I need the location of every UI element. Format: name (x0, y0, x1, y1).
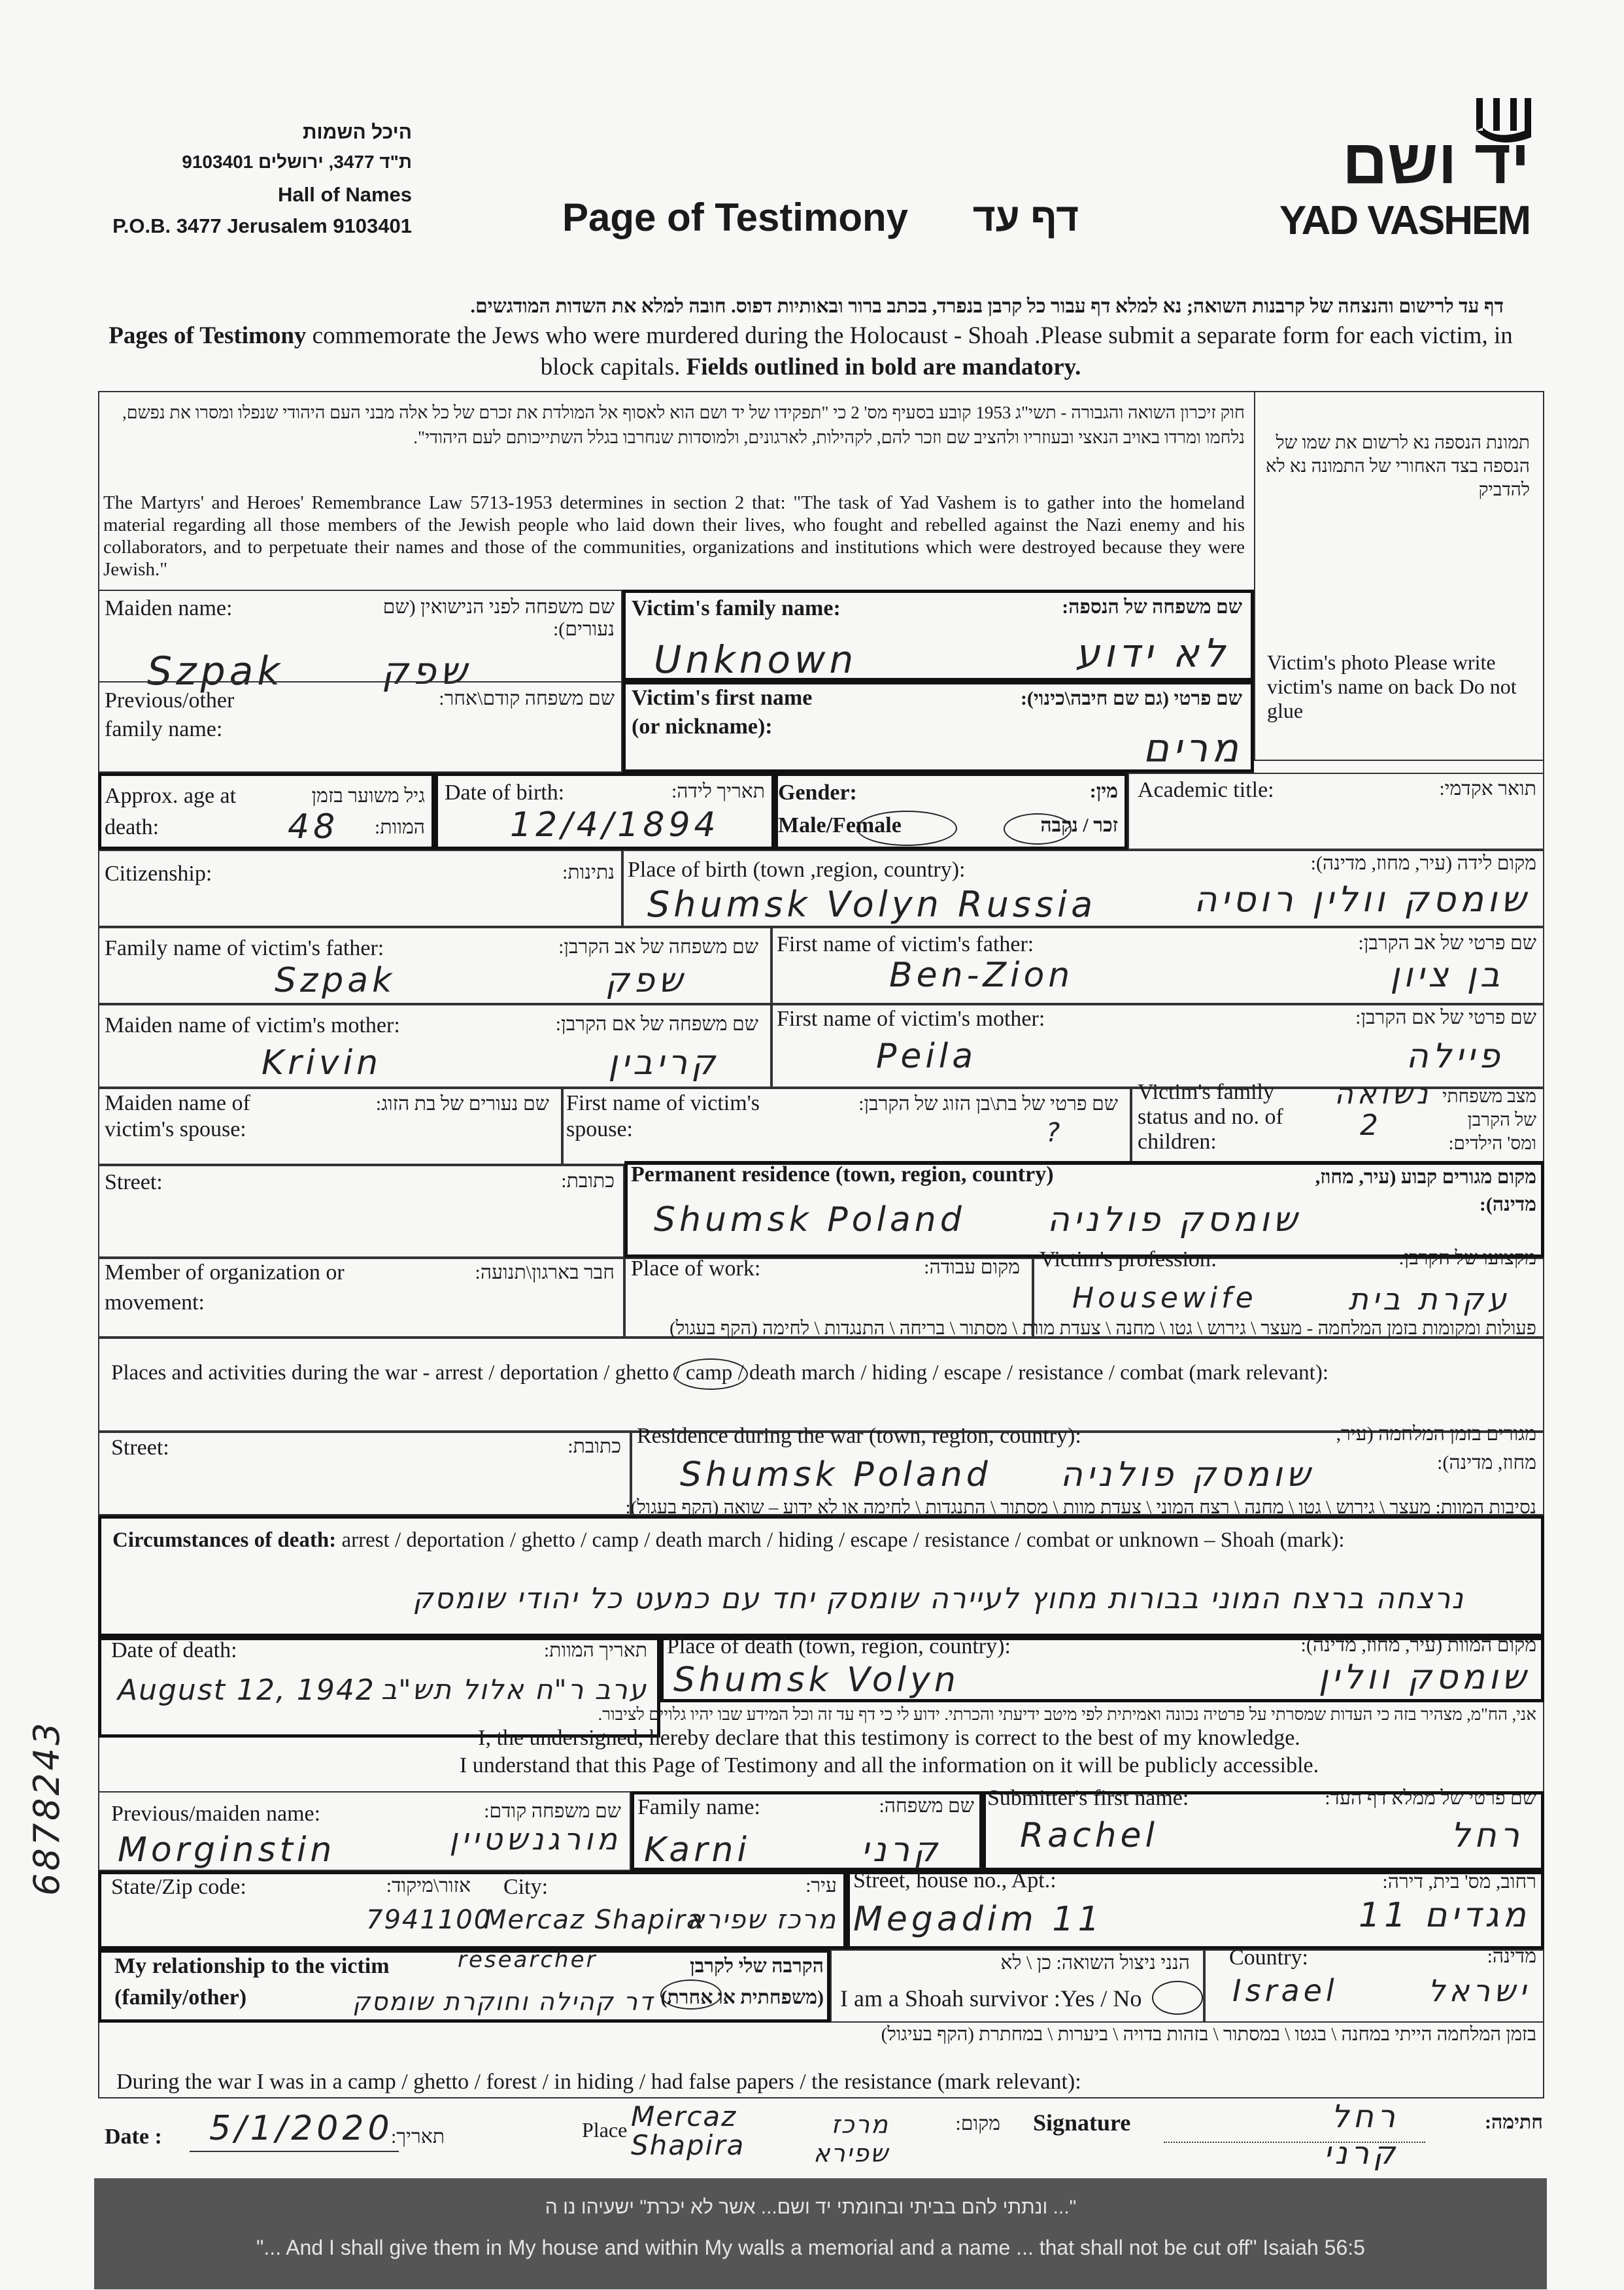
age-label: Approx. age at death: (105, 784, 237, 839)
pob-he: ת"ד 3477, ירושלים 9103401 (182, 152, 412, 172)
gender-label-he: מין: (1089, 781, 1118, 802)
zip-label-he: אזור\מיקוד: (386, 1875, 471, 1896)
mother-maiden-value-he: קריבין (608, 1043, 719, 1083)
place-of-death-label: Place of death (town, region, country): (667, 1634, 1011, 1659)
circumstances-label: Circumstances of death: (112, 1528, 337, 1552)
first-name-label: Victim's first name (or nickname): (632, 686, 813, 739)
academic-title-label: Academic title: (1138, 778, 1274, 802)
family-status-label: Victim's family status and no. of children: (1138, 1080, 1283, 1154)
country-label: Country: (1229, 1945, 1308, 1970)
circumstances-options: arrest / deportation / ghetto / camp / death march / hiding / escape / resistance / combat or unknown – Shoah (mark): (336, 1528, 1345, 1552)
war-activities-label: Places and activities during the war - arrest / deportation / ghetto / camp / death march / hiding / escape / resistance / combat (mark relevant): (111, 1361, 1329, 1385)
age-label-he: גיל משוער בזמן המוות: (311, 785, 425, 838)
family-status-value: 2 (1360, 1109, 1382, 1142)
citizenship-label-he: נתינות: (562, 862, 615, 883)
submitter-street-value-he: מגדים 11 (1359, 1896, 1530, 1935)
profession-value-he: עקרת בית (1348, 1281, 1510, 1317)
mother-maiden-value: Krivin (262, 1043, 382, 1083)
dob-value: 12/4/1894 (510, 805, 720, 845)
submitter-street-label: Street, house no., Apt.: (853, 1868, 1057, 1893)
relationship-label-he: הקרבה שלי לקרבן (משפחתית או אחרת) (660, 1955, 824, 2008)
gender-options[interactable]: Male/Female (778, 813, 902, 837)
street-label: Street: (105, 1170, 163, 1194)
female-he-circle-mark (1004, 813, 1072, 845)
mother-first-value-he: פיילה (1406, 1037, 1504, 1076)
submitter-first-label-he: שם פרטי של ממלא דף העד: (1325, 1787, 1536, 1809)
ghetto-circle-mark (673, 1358, 748, 1390)
submitter-first-value-he: רחל (1451, 1816, 1523, 1855)
logo-text-he: יד ושם (1342, 127, 1530, 197)
date-of-death-value: August 12, 1942 (118, 1674, 375, 1707)
country-value-he: ישראל (1428, 1973, 1530, 2008)
spouse-first-label-he: שם פרטי של בת\בן הזוג של הקרבן: (858, 1093, 1118, 1115)
relationship-value-he: דר קהילה וחוקרת שומסק (352, 1987, 654, 2016)
relationship-label: My relationship to the victim (family/other) (114, 1954, 390, 2010)
survivor-label[interactable]: I am a Shoah survivor :Yes / No (840, 1985, 1142, 2012)
date-of-death-value-he: ערב ר"ח אלול תש"ב (381, 1674, 647, 1706)
date-label-he: תאריך: (391, 2126, 445, 2147)
maiden-name-value: Szpak (147, 648, 284, 694)
war-street-label: Street: (111, 1436, 169, 1460)
quote-en: "... And I shall give them in My house and within My walls a memorial and a name ... that shall not be cut off" Isaiah 56:5 (256, 2236, 1365, 2259)
quote-he: "... ונתתי להם בביתי ובחומתי יד ושם... אשר לא יכרת" ישעיהו נו ה (545, 2197, 1077, 2218)
place-of-work-label-he: מקום עבודה: (924, 1256, 1020, 1278)
submitter-street-value: Megadim 11 (853, 1900, 1104, 1939)
war-status-label: During the war I was in a camp / ghetto / forest / in hiding / had false papers / the resistance (mark relevant): (116, 2070, 1081, 2094)
hall-of-names-en: Hall of Names (277, 183, 412, 206)
submitter-family-value-he: קרני (861, 1830, 941, 1870)
law-en: The Martyrs' and Heroes' Remembrance Law 5713-1953 determines in section 2 that: "The task of Yad Vashem is to gather into the homeland material regarding all those members of the Jewish people who laid down their lives, who fought and rebelled against the Nazi enemy and his collaborators, and to perpetuate their names and those of the communities, organizations and institutions which were destroyed because they were Jewish." (103, 492, 1245, 580)
female-circle-mark (856, 811, 957, 846)
intro-he: דף עד לרישום והנצחה של קרבנות השואה; נא למלא דף עבור כל קרבן בנפרד, בכתב ברור ובאותיות דפוס. חובה למלא את השדות המודגשים. (470, 295, 1504, 317)
city-value-he: מרכז שפירא (686, 1905, 837, 1935)
previous-name-label: Previous/other family name: (105, 688, 235, 741)
father-first-label-he: שם פרטי של אב הקרבן: (1358, 932, 1536, 954)
spouse-maiden-label-he: שם נעורים של בת הזוג: (375, 1093, 549, 1115)
father-family-value-he: שפק (605, 961, 686, 1000)
father-first-value: Ben-Zion (889, 956, 1074, 995)
profession-value: Housewife (1072, 1281, 1257, 1315)
other-circle-mark (660, 1979, 722, 2010)
first-name-label-he: שם פרטי (גם שם חיבה\כינוי): (1020, 688, 1242, 709)
profession-label-he: מקצועו של הקרבן: (1398, 1247, 1536, 1269)
family-name-value: Unknown (654, 637, 858, 682)
logo-text-en: YAD VASHEM (1279, 198, 1530, 243)
maiden-name-label-he: שם משפחה לפני הנישואין (שם נעורים): (382, 596, 615, 640)
gender-options-he[interactable]: זכר / נקבה (1040, 815, 1118, 836)
war-residence-label-he: מגורים בזמן המלחמה (עיר, מחוז, מדינה): (1336, 1423, 1536, 1473)
photo-instructions-en: Victim's photo Please write victim's name on back Do not glue (1267, 650, 1517, 722)
war-residence-value: Shumsk Poland (680, 1455, 992, 1494)
circumstances-label-he: נסיבות המוות: מעצר \ גירוש \ גטו \ מחנה \ רצח המוני \ צעדת מוות \ מסתור \ התנגדות \ לחימה או לא ידוע – שואה (הקף בעגול): (625, 1497, 1536, 1518)
date-value: 5/1/2020 (209, 2109, 394, 2148)
age-value: 48 (288, 807, 339, 847)
mother-first-value: Peila (876, 1037, 977, 1076)
permanent-residence-value-he: שומסק פולניה (1047, 1200, 1301, 1239)
first-name-value-he: מרים (1143, 726, 1242, 771)
submitter-first-value: Rachel (1020, 1816, 1159, 1855)
quote-band (94, 2178, 1547, 2289)
citizenship-label: Citizenship: (105, 862, 212, 886)
war-residence-label: Residence during the war (town, region, country): (637, 1424, 1081, 1448)
declaration-line-1: I, the undersigned, hereby declare that this testimony is correct to the best of my knowledge. (478, 1726, 1300, 1750)
maiden-name-label: Maiden name: (105, 596, 233, 620)
circumstances-value-he: נרצחה ברצח המוני בבורות מחוץ לעיירה שומסק יחד עם כמעט כל יהודי שומסק (413, 1582, 1464, 1615)
survivor-label-he: הנני ניצול השואה: כן \ לא (1000, 1952, 1190, 1974)
no-circle-mark (1152, 1981, 1203, 2015)
father-first-label: First name of victim's father: (777, 932, 1034, 956)
pob-en: P.O.B. 3477 Jerusalem 9103401 (112, 214, 412, 237)
submitter-prev-name-value-he: מורגנשטיין (449, 1821, 621, 1857)
academic-title-label-he: תואר אקדמי: (1439, 778, 1536, 800)
place-of-death-value-he: שומסק וולין (1318, 1658, 1530, 1697)
mother-first-label-he: שם פרטי של אם הקרבן: (1355, 1007, 1536, 1028)
margin-number: 6878243 (26, 1720, 67, 1896)
signature-label: Signature (1033, 2110, 1131, 2136)
profession-label: Victim's profession: (1040, 1247, 1217, 1271)
place-of-work-label: Place of work: (631, 1256, 761, 1281)
family-status-label-he: מצב משפחתי של הקרבן ומס' הילדים: (1442, 1086, 1536, 1154)
date-label: Date : (105, 2125, 162, 2149)
date-of-death-label-he: תאריך המוות: (543, 1640, 647, 1661)
relationship-value: researcher (458, 1947, 598, 1973)
date-of-death-label: Date of death: (111, 1638, 237, 1662)
submitter-family-value: Karni (644, 1830, 751, 1870)
mother-first-label: First name of victim's mother: (777, 1007, 1045, 1031)
war-residence-value-he: שומסק פולניה (1060, 1455, 1314, 1494)
country-label-he: מדינה: (1487, 1945, 1536, 1967)
submitter-prev-name-value: Morginstin (118, 1830, 336, 1870)
hall-of-names-he: היכל השמות (302, 122, 412, 143)
birthplace-value-he: שומסק וולין רוסיה (1194, 879, 1530, 920)
family-name-value-he: לא ידוע (1075, 631, 1229, 677)
family-name-label-he: שם משפחה של הנספה: (1062, 596, 1242, 618)
declaration-he: אני, הח"מ, מצהיר בזה כי העדות שמסרתי על פרטיה נכונה ואמיתית לפי מיטב ידיעתי והכרתי. ידוע לי כי דף עד זה וכל המידע שבו יהיו גלויים לציבור. (598, 1705, 1536, 1724)
submitter-family-label-he: שם משפחה: (879, 1795, 974, 1817)
submitter-family-label: Family name: (637, 1795, 760, 1819)
place-label: Place (582, 2118, 628, 2142)
submitter-street-label-he: רחוב, מס' בית, דירה: (1382, 1871, 1536, 1893)
maiden-name-value-he: שפק (381, 648, 471, 693)
signature-value: רחל קרני (1323, 2098, 1399, 2172)
city-label-he: עיר: (805, 1875, 837, 1896)
page-title-he: דף עד (972, 195, 1079, 239)
father-family-value: Szpak (275, 961, 396, 1000)
dob-label-he: תאריך לידה: (671, 781, 765, 802)
zip-label: State/Zip code: (111, 1875, 246, 1899)
submitter-prev-name-label: Previous/maiden name: (111, 1802, 321, 1826)
father-family-label: Family name of victim's father: (105, 936, 384, 960)
submitter-prev-name-label-he: שם משפחה קודם: (484, 1800, 621, 1822)
dob-label: Date of birth: (445, 781, 565, 805)
war-activities-label-he: פעולות ומקומות בזמן המלחמה - מעצר \ גירוש \ גטו \ מחנה \ צעדת מוות \ מסתור \ בריחה \ התנגדות \ לחימה (הקף בעגול) (669, 1318, 1536, 1339)
birthplace-value: Shumsk Volyn Russia (647, 884, 1097, 925)
city-label: City: (503, 1875, 549, 1899)
signature-label-he: חתימה: (1485, 2112, 1543, 2133)
place-value-he: מרכז שפירא (813, 2110, 889, 2168)
zip-value: 7941100 (366, 1905, 492, 1935)
city-value: Mercaz Shapira (484, 1905, 704, 1935)
family-status-value-he: נשואה (1334, 1077, 1432, 1111)
war-street-label-he: כתובת: (567, 1436, 621, 1457)
mother-maiden-label-he: שם משפחה של אם הקרבן: (555, 1013, 758, 1035)
permanent-residence-value: Shumsk Poland (654, 1200, 966, 1239)
father-family-label-he: שם משפחה של אב הקרבן: (558, 936, 758, 958)
mother-maiden-label: Maiden name of victim's mother: (105, 1013, 400, 1037)
organization-label-he: חבר בארגון\תנועה: (475, 1262, 615, 1283)
photo-instructions-he: תמונת הנספה נא לרשום את שמו של הנספה בצד האחורי של התמונה נא לא להדביק (1265, 433, 1530, 500)
page-title: Page of Testimony (562, 195, 908, 239)
law-he: חוק זיכרון השואה והגבורה - תשי"ג 1953 קובע בסעיף מס' 2 כי "תפקידו של יד ושם הוא לאסוף אל המולדת את זכרם של כל אלה מבני העם היהודי שנפלו ומסרו את נפשם, נלחמו ומרדו באויב הנאצי ובעוזריו ולהציב שם וזכר להם, לקהילות, לארגונים, ולמוסדות שנחרבו בגלל השתייכותם לעם היהודי". (122, 403, 1245, 447)
intro-en: Pages of Testimony commemorate the Jews who were murdered during the Holocaust - Shoah .Please submit a separate form for each victim, in block capitals. Fields outlined in bold are mandatory. (109, 322, 1513, 380)
birthplace-label-he: מקום לידה (עיר, מחוז, מדינה): (1310, 852, 1536, 874)
father-first-value-he: בן ציון (1390, 956, 1504, 995)
yad-vashem-logo (1255, 92, 1536, 242)
spouse-maiden-label: Maiden name of victim's spouse: (105, 1091, 250, 1141)
permanent-residence-label-he: מקום מגורים קבוע (עיר, מחוז, מדינה): (1315, 1166, 1536, 1215)
place-of-death-label-he: מקום המוות (עיר, מחוז, מדינה): (1300, 1634, 1536, 1656)
place-value: Mercaz Shapira (631, 2100, 745, 2161)
place-label-he: מקום: (955, 2113, 1000, 2134)
declaration-line-2: I understand that this Page of Testimony and all the information on it will be publicly accessible. (459, 1753, 1319, 1777)
submitter-first-label: Submitter's first name: (987, 1786, 1189, 1810)
street-label-he: כתובת: (561, 1170, 615, 1192)
family-name-label: Victim's family name: (632, 596, 841, 620)
gender-label: Gender: (778, 781, 857, 805)
place-of-death-value: Shumsk Volyn (673, 1660, 960, 1700)
previous-name-label-he: שם משפחה קודם\אחר: (439, 688, 615, 709)
spouse-first-label: First name of victim's spouse: (566, 1091, 760, 1141)
organization-label: Member of organization or movement: (105, 1260, 345, 1315)
permanent-residence-label: Permanent residence (town, region, country) (631, 1162, 1054, 1187)
spouse-first-value: ? (1046, 1118, 1064, 1148)
birthplace-label: Place of birth (town ,region, country): (628, 858, 966, 882)
country-value: Israel (1232, 1973, 1338, 2008)
war-status-label-he: בזמן המלחמה הייתי במחנה \ בגטו \ במסתור \ בזהות בדויה \ ביערות \ במחתרת (הקף בעיגול) (881, 2024, 1536, 2045)
